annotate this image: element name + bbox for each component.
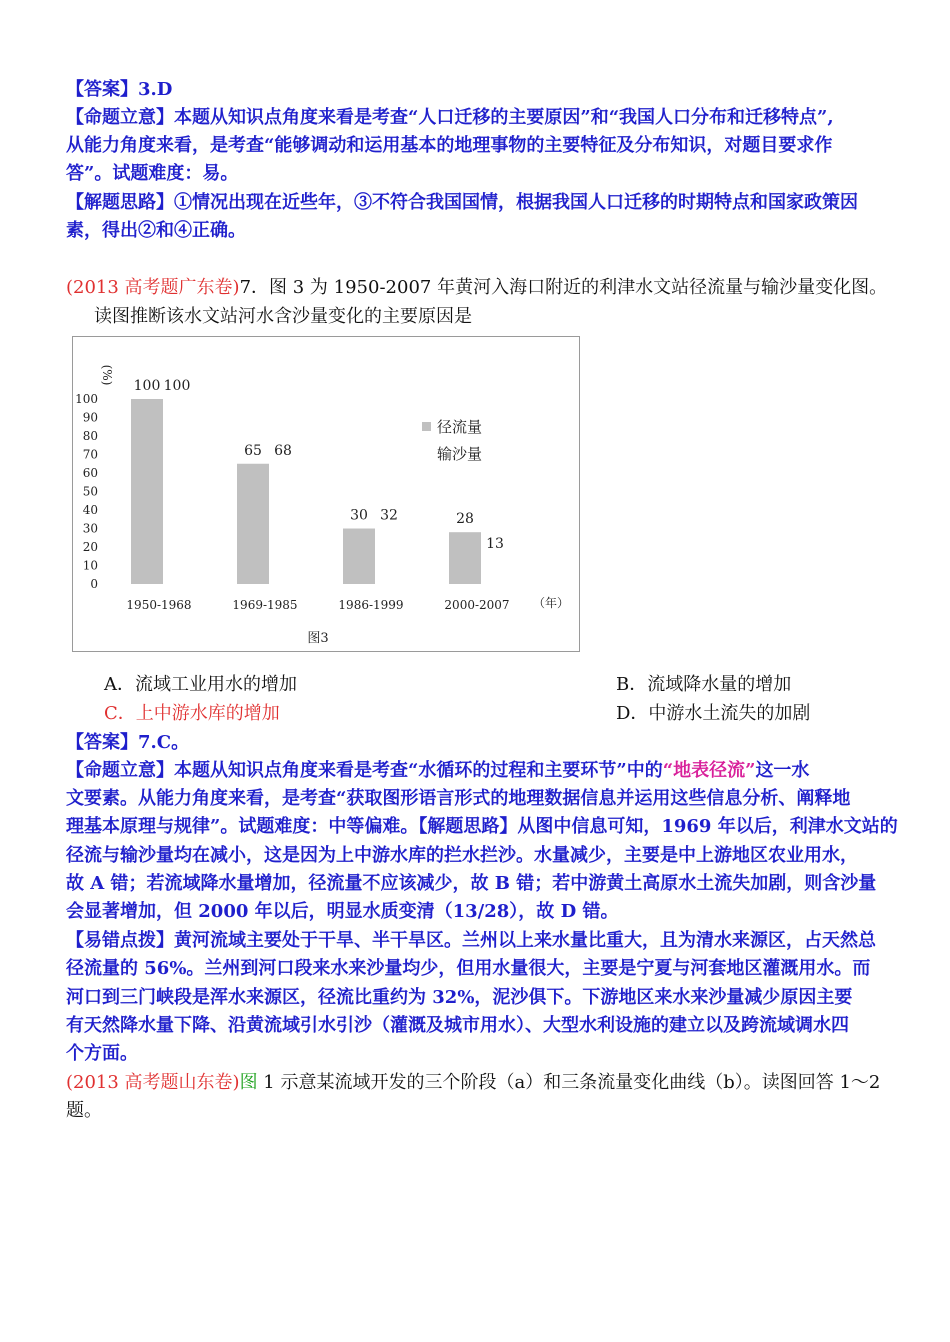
bar-sediment	[481, 560, 513, 584]
next-question-fig: 图	[239, 1072, 258, 1093]
x-tick-label: 2000-2007	[444, 598, 510, 612]
intent7-line-1	[66, 757, 809, 785]
error-line-2: 径流量的 56%。兰州到河口段来水来沙量均少，但用水量很大，主要是宁夏与河套地区灌溉用水。而	[66, 958, 871, 979]
data-label-sediment: 68	[274, 442, 292, 459]
question-7-stem	[66, 274, 887, 302]
option-c: C．上中游水库的增加	[104, 703, 280, 724]
data-label-runoff: 30	[350, 507, 368, 524]
data-label-runoff: 28	[456, 511, 474, 528]
chart-figure	[72, 336, 580, 652]
y-tick-label: 60	[82, 466, 98, 480]
option-a: A．流域工业用水的增加	[104, 674, 297, 695]
x-tick-label: 1986-1999	[338, 598, 404, 612]
x-tick-label: 1969-1985	[232, 598, 298, 612]
data-label-runoff: 100	[133, 378, 161, 394]
y-tick-label: 30	[82, 521, 98, 536]
intent7-line-1c: 这一水	[755, 760, 810, 781]
intent7-line-6: 会显著增加，但 2000 年以后，明显水质变清（13/28），故 D 错。	[66, 901, 619, 922]
next-question-stem	[66, 1069, 880, 1097]
legend-label-sediment: 输沙量	[437, 445, 483, 463]
bar-sediment	[269, 458, 301, 584]
answer-7: 【答案】7.C。	[66, 732, 190, 753]
error-line-3: 河口到三门峡段是浑水来源区，径流比重约为 32%，泥沙俱下。下游地区来水来沙量减少原因主要	[66, 987, 853, 1008]
question-7-text: 7．图 3 为 1950-2007 年黄河入海口附近的利津水文站径流量与输沙量变化图。	[239, 277, 888, 298]
intent7-line-1a: 【命题立意】本题从知识点角度来看是考查“水循环的过程和主要环节”中的	[66, 760, 663, 781]
intent7-line-2: 文要素。从能力角度来看，是考查“获取图形语言形式的地理数据信息并运用这些信息分析、阐释地	[66, 788, 851, 809]
y-tick-label: 40	[82, 503, 98, 517]
next-question-text-2: 题。	[66, 1100, 102, 1121]
data-label-runoff: 65	[244, 442, 262, 459]
legend-swatch-runoff	[422, 422, 431, 431]
bar-runoff	[449, 532, 481, 584]
answer-3: 【答案】3.D	[66, 79, 173, 100]
y-tick-label: 50	[82, 484, 98, 499]
x-axis-unit: （年）	[532, 596, 570, 610]
intent7-line-5: 故 A 错；若流域降水量增加，径流量不应该减少，故 B 错；若中游黄土高原水土流失加剧，则含沙量	[66, 873, 877, 894]
intent7-keyword: “地表径流”	[662, 760, 756, 781]
idea-line-1: 【解题思路】①情况出现在近些年，③不符合我国国情，根据我国人口迁移的时期特点和国家政策因	[66, 192, 858, 213]
question-7-prompt: 读图推断该水文站河水含沙量变化的主要原因是	[94, 306, 472, 327]
legend-label-runoff: 径流量	[437, 418, 483, 436]
error-line-1: 【易错点拨】黄河流域主要处于干旱、半干旱区。兰州以上来水量比重大，且为清水来源区，占天然总	[66, 930, 876, 951]
intent-line-1: 【命题立意】本题从知识点角度来看是考查“人口迁移的主要原因”和“我国人口分布和迁移特点”,	[66, 107, 834, 128]
next-question-text: 1 示意某流域开发的三个阶段（a）和三条流量变化曲线（b）。读图回答 1～2	[257, 1072, 881, 1093]
y-tick-label: 20	[82, 540, 98, 554]
bar-sediment	[375, 525, 407, 584]
y-axis-unit: (%)	[100, 364, 114, 386]
option-b: B．流域降水量的增加	[616, 674, 792, 695]
error-line-5: 个方面。	[66, 1043, 138, 1064]
intent7-line-4: 径流与输沙量均在减小，这是因为上中游水库的拦水拦沙。水量减少，主要是中上游地区农业用水，	[66, 845, 858, 866]
y-tick-label: 90	[82, 410, 98, 425]
bar-runoff	[237, 464, 269, 584]
y-tick-label: 80	[82, 429, 98, 443]
data-label-sediment: 13	[486, 535, 504, 552]
bar-sediment	[163, 399, 195, 584]
intent-line-3: 答”。试题难度：易。	[66, 163, 239, 184]
y-tick-label: 70	[82, 447, 98, 462]
bar-runoff	[343, 529, 375, 585]
bar-runoff	[131, 399, 163, 584]
idea-line-2: 素，得出②和④正确。	[66, 220, 246, 241]
y-tick-label: 0	[90, 577, 98, 591]
y-tick-label: 100	[75, 392, 98, 406]
x-tick-label: 1950-1968	[126, 598, 192, 612]
bar-chart	[73, 337, 579, 651]
y-tick-label: 10	[82, 558, 98, 573]
option-d: D．中游水土流失的加剧	[616, 703, 811, 724]
data-label-sediment: 32	[380, 507, 398, 524]
intent-line-2: 从能力角度来看，是考查“能够调动和运用基本的地理事物的主要特征及分布知识，对题目要求作	[66, 135, 833, 156]
question-7-source: (2013 高考题广东卷)	[66, 277, 240, 298]
legend-swatch-sediment	[422, 449, 431, 458]
intent7-line-3: 理基本原理与规律”。试题难度：中等偏难。【解题思路】从图中信息可知，1969 年以后，利津水文站的	[66, 816, 898, 837]
data-label-sediment: 100	[163, 378, 191, 394]
error-line-4: 有天然降水量下降、沿黄流域引水引沙（灌溉及城市用水）、大型水利设施的建立以及跨流域调水四	[66, 1015, 849, 1036]
chart-title: 图3	[307, 631, 329, 646]
next-question-source: (2013 高考题山东卷)	[66, 1072, 240, 1093]
